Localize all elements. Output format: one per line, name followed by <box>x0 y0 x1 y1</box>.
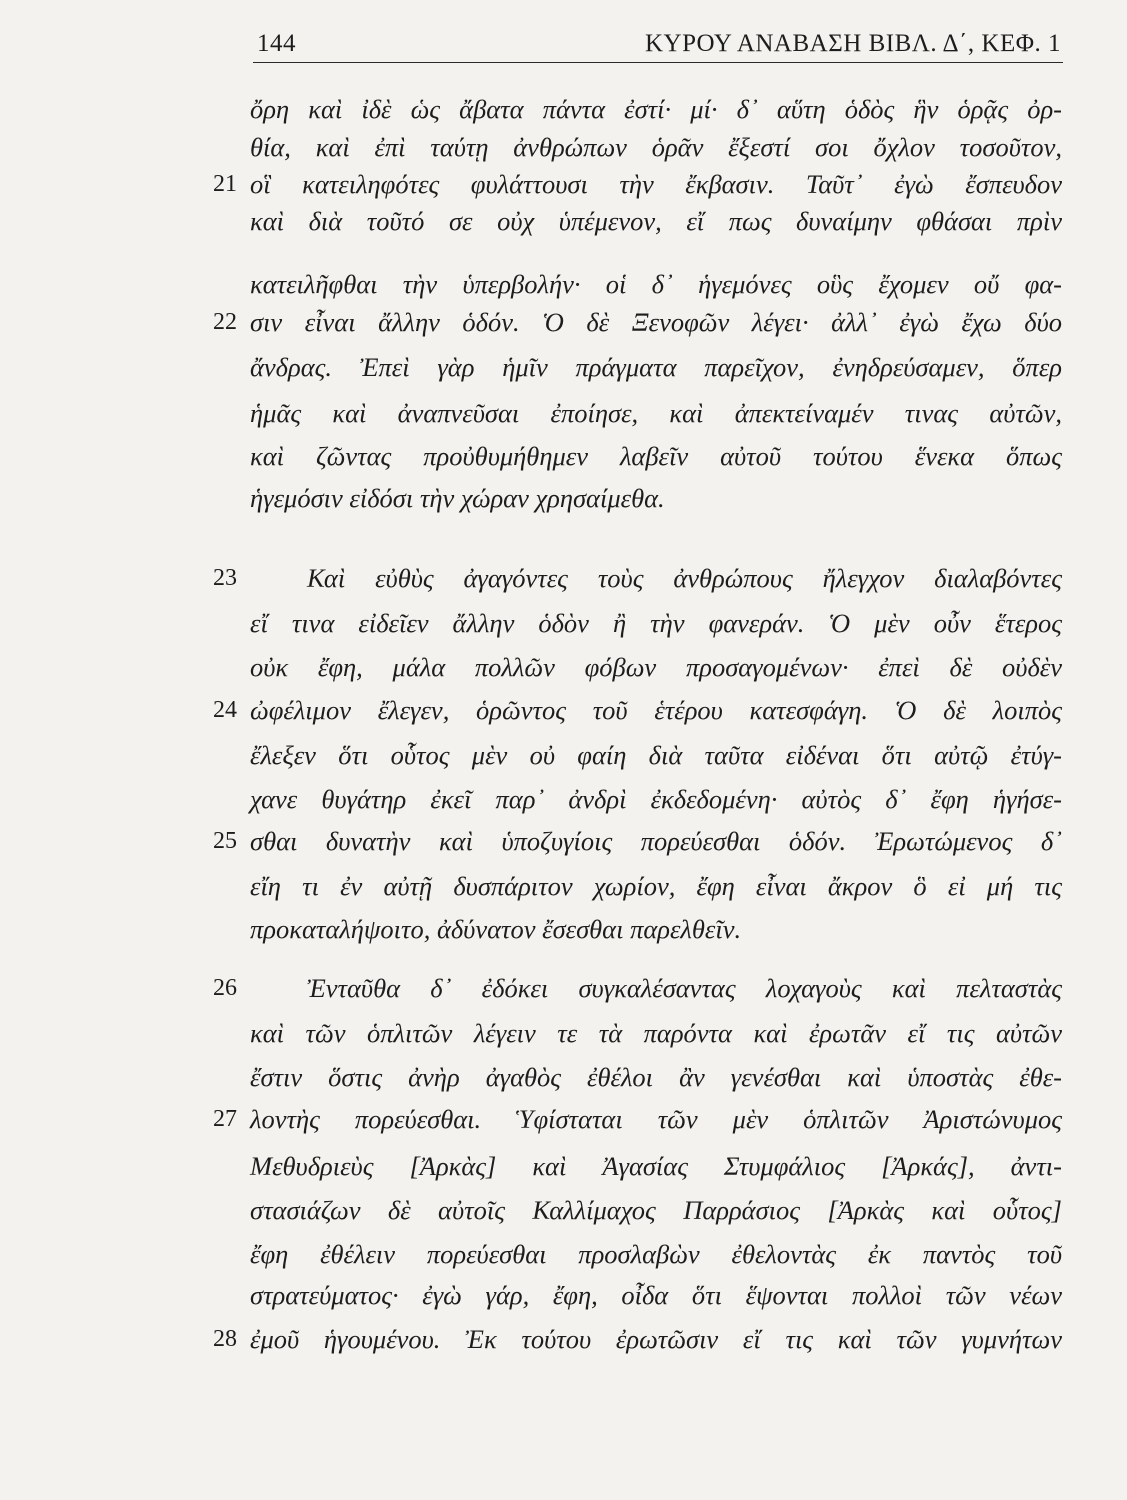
text-line: ἡγεμόσιν εἰδόσι τὴν χώραν χρησαίμεθα. <box>250 483 665 513</box>
text-line: ὠφέλιμον ἔλεγεν, ὁρῶντος τοῦ ἑτέρου κατεσφάγη. Ὁ δὲ λοιπὸς <box>250 695 1062 725</box>
text-line: ἐμοῦ ἡγουμένου. Ἐκ τούτου ἐρωτῶσιν εἴ τις καὶ τῶν γυμνήτων <box>250 1324 1062 1354</box>
section-number-23: 23 <box>213 565 237 591</box>
section-number-22: 22 <box>213 309 237 335</box>
text-line: καὶ διὰ τοῦτό σε οὐχ ὑπέμενον, εἴ πως δυναίμην φθάσαι πρὶν <box>250 206 1062 236</box>
text-line: ἄνδρας. Ἐπεὶ γὰρ ἡμῖν πράγματα παρεῖχον, ἐνηδρεύσαμεν, ὅπερ <box>250 352 1062 382</box>
text-line: καὶ ζῶντας προὐθυμήθημεν λαβεῖν αὐτοῦ τούτου ἕνεκα ὅπως <box>250 441 1062 471</box>
text-line: ἔλεξεν ὅτι οὗτος μὲν οὐ φαίη διὰ ταῦτα εἰδέναι ὅτι αὐτῷ ἐτύγ- <box>250 740 1062 770</box>
section-number-28: 28 <box>213 1326 237 1352</box>
running-title: ΚΥΡΟΥ ΑΝΑΒΑΣΗ ΒΙΒΛ. Δ΄, ΚΕΦ. 1 <box>645 30 1061 57</box>
section-number-26: 26 <box>213 975 237 1001</box>
text-line: ὄρη καὶ ἰδὲ ὡς ἄβατα πάντα ἐστί· μί· δ᾽ αὕτη ὁδὸς ἣν ὁρᾷς ὀρ- <box>250 94 1062 124</box>
text-line: στασιάζων δὲ αὐτοῖς Καλλίμαχος Παρράσιος [Ἀρκὰς καὶ οὗτος] <box>250 1195 1062 1225</box>
text-line: οἳ κατειληφότες φυλάττουσι τὴν ἔκβασιν. Ταῦτ᾽ ἐγὼ ἔσπευδον <box>250 169 1062 199</box>
section-number-24: 24 <box>213 697 237 723</box>
text-line: σθαι δυνατὴν καὶ ὑποζυγίοις πορεύεσθαι ὁδόν. Ἐρωτώμενος δ᾽ <box>250 826 1062 856</box>
text-line: ἔφη ἐθέλειν πορεύεσθαι προσλαβὼν ἐθελοντὰς ἐκ παντὸς τοῦ <box>250 1239 1062 1269</box>
text-line: λοντὴς πορεύεσθαι. Ὑφίσταται τῶν μὲν ὁπλιτῶν Ἀριστώνυμος <box>250 1104 1062 1134</box>
text-line: στρατεύματος· ἐγὼ γάρ, ἔφη, οἶδα ὅτι ἕψονται πολλοὶ τῶν νέων <box>250 1280 1062 1310</box>
page-number: 144 <box>257 30 296 57</box>
text-line: θία, καὶ ἐπὶ ταύτῃ ἀνθρώπων ὁρᾶν ἔξεστί σοι ὄχλον τοσοῦτον, <box>250 132 1062 162</box>
text-line: χανε θυγάτηρ ἐκεῖ παρ᾽ ἀνδρὶ ἐκδεδομένη· αὐτὸς δ᾽ ἔφη ἡγήσε- <box>250 784 1062 814</box>
text-line: εἴη τι ἐν αὐτῇ δυσπάριτον χωρίον, ἔφη εἶναι ἄκρον ὃ εἰ μή τις <box>250 871 1062 901</box>
text-line: καὶ τῶν ὁπλιτῶν λέγειν τε τὰ παρόντα καὶ ἐρωτᾶν εἴ τις αὐτῶν <box>250 1018 1062 1048</box>
text-line: προκαταλήψοιτο, ἀδύνατον ἔσεσθαι παρελθεῖν. <box>250 914 742 944</box>
text-line: σιν εἶναι ἄλλην ὁδόν. Ὁ δὲ Ξενοφῶν λέγει· ἀλλ᾽ ἐγὼ ἔχω δύο <box>250 307 1062 337</box>
text-line: κατειλῆφθαι τὴν ὑπερβολήν· οἱ δ᾽ ἡγεμόνες οὓς ἔχομεν οὔ φα- <box>250 269 1062 299</box>
text-line: Καὶ εὐθὺς ἀγαγόντες τοὺς ἀνθρώπους ἤλεγχον διαλαβόντες <box>307 563 1062 593</box>
text-line: εἴ τινα εἰδεῖεν ἄλλην ὁδὸν ἢ τὴν φανεράν. Ὁ μὲν οὖν ἕτερος <box>250 608 1062 638</box>
text-line: Μεθυδριεὺς [Ἀρκὰς] καὶ Ἀγασίας Στυμφάλιος [Ἀρκάς], ἀντι- <box>250 1151 1062 1181</box>
text-line: Ἐνταῦθα δ᾽ ἐδόκει συγκαλέσαντας λοχαγοὺς καὶ πελταστὰς <box>307 973 1062 1003</box>
section-number-27: 27 <box>213 1106 237 1132</box>
text-line: ἡμᾶς καὶ ἀναπνεῦσαι ἐποίησε, καὶ ἀπεκτείναμέν τινας αὐτῶν, <box>250 398 1062 428</box>
section-number-21: 21 <box>213 171 237 197</box>
section-number-25: 25 <box>213 828 237 854</box>
page-header <box>253 26 1063 63</box>
text-line: ἔστιν ὅστις ἀνὴρ ἀγαθὸς ἐθέλοι ἂν γενέσθαι καὶ ὑποστὰς ἐθε- <box>250 1062 1062 1092</box>
text-line: οὐκ ἔφη, μάλα πολλῶν φόβων προσαγομένων· ἐπεὶ δὲ οὐδὲν <box>250 652 1062 682</box>
